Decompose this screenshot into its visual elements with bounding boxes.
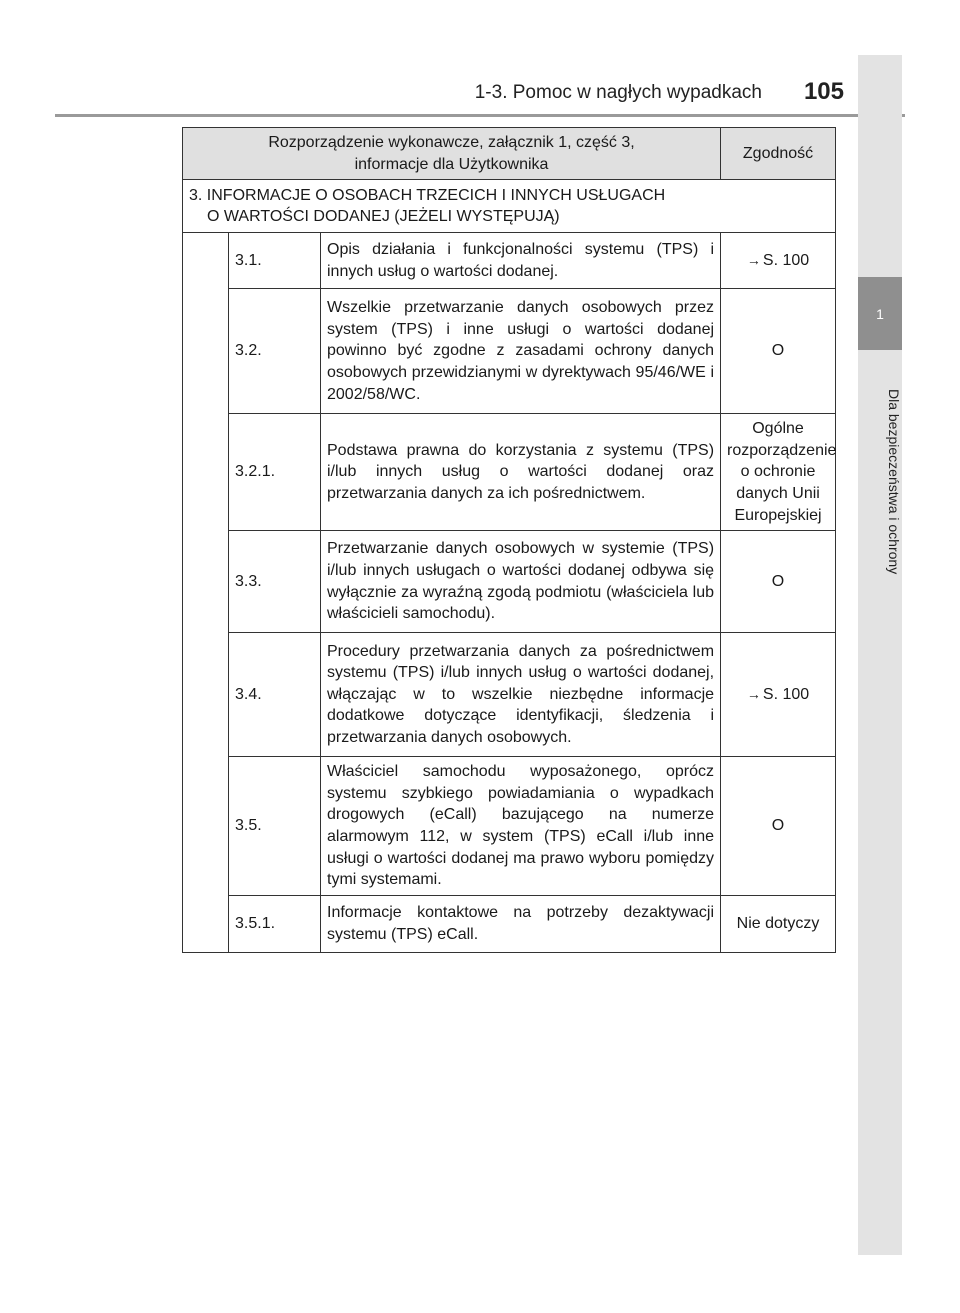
table-row <box>183 895 836 952</box>
row-description: Informacje kontaktowe na potrzeby dezaktywacji systemu (TPS) eCall. <box>321 895 721 952</box>
section-title: 1-3. Pomoc w nagłych wypadkach <box>474 82 762 103</box>
table-row <box>183 414 836 531</box>
table-row <box>183 233 836 289</box>
row-description: Wszelkie przetwarzanie danych osobowych przez system (TPS) i inne usługi o wartości dodanej powinno być zgodne z zasadami ochrony danych osobowych przewidzianymi w dyrektywach 95/46/WE i 2002/58/WC. <box>321 289 721 414</box>
compliance-table <box>182 127 836 953</box>
row-description: Przetwarzanie danych osobowych w systemie (TPS) i/lub innych usługach o wartości dodanej odbywa się wyłącznie za wyraźną zgodą podmiotu (właściciela lub właścicieli samochodu). <box>321 531 721 633</box>
arrow-right-icon: → <box>746 251 761 268</box>
chapter-title: Dla bezpieczeństwa i ochrony <box>886 389 902 575</box>
page-number: 105 <box>803 78 844 105</box>
row-compliance: → S. 100 <box>721 233 836 289</box>
row-compliance: O <box>721 757 836 896</box>
row-number: 3.2. <box>229 289 321 414</box>
row-number: 3.5. <box>229 757 321 896</box>
indent-cell <box>183 233 229 953</box>
table-row <box>183 757 836 896</box>
row-compliance: O <box>721 289 836 414</box>
chapter-number: 1 <box>876 305 884 322</box>
header-regulation: Rozporządzenie wykonawcze, załącznik 1, część 3, informacje dla Użytkownika <box>183 128 721 180</box>
table-header-row <box>183 128 836 180</box>
chapter-tab <box>858 277 902 350</box>
table-row <box>183 531 836 633</box>
row-description: Opis działania i funkcjonalności systemu (TPS) i innych usług o wartości dodanej. <box>321 233 721 289</box>
row-number: 3.2.1. <box>229 414 321 531</box>
section-heading: 3. INFORMACJE O OSOBACH TRZECICH I INNYCH USŁUGACH O WARTOŚCI DODANEJ (JEŻELI WYSTĘPUJĄ) <box>183 180 836 233</box>
row-number: 3.4. <box>229 633 321 757</box>
row-compliance: Nie dotyczy <box>721 895 836 952</box>
row-number: 3.3. <box>229 531 321 633</box>
table-row <box>183 633 836 757</box>
row-compliance: → S. 100 <box>721 633 836 757</box>
row-compliance: Ogólne rozporządzenie o ochronie danych Unii Europejskiej <box>721 414 836 531</box>
row-number: 3.5.1. <box>229 895 321 952</box>
header-compliance: Zgodność <box>721 128 836 180</box>
row-number: 3.1. <box>229 233 321 289</box>
row-description: Właściciel samochodu wyposażonego, oprócz systemu szybkiego powiadamiania o wypadkach drogowych (eCall) bazującego na numerze alarmowym 112, w system (TPS) eCall i/lub inne usługi o wartości dodanej ma prawo wyboru pomiędzy tymi systemami. <box>321 757 721 896</box>
section-row <box>183 180 836 233</box>
table-row <box>183 289 836 414</box>
row-description: Podstawa prawna do korzystania z systemu (TPS) i/lub innych usług o wartości dodanej oraz przetwarzania danych za ich pośrednictwem. <box>321 414 721 531</box>
chapter-strip <box>858 55 902 1255</box>
arrow-right-icon: → <box>746 685 761 702</box>
header-divider <box>55 114 905 117</box>
row-description: Procedury przetwarzania danych za pośrednictwem systemu (TPS) i/lub innych usług o wartości dodanej, włączając w to wszelkie niezbędne informacje dodatkowe dotyczące identyfikacji, śledzenia i przetwarzania danych osobowych. <box>321 633 721 757</box>
row-compliance: O <box>721 531 836 633</box>
